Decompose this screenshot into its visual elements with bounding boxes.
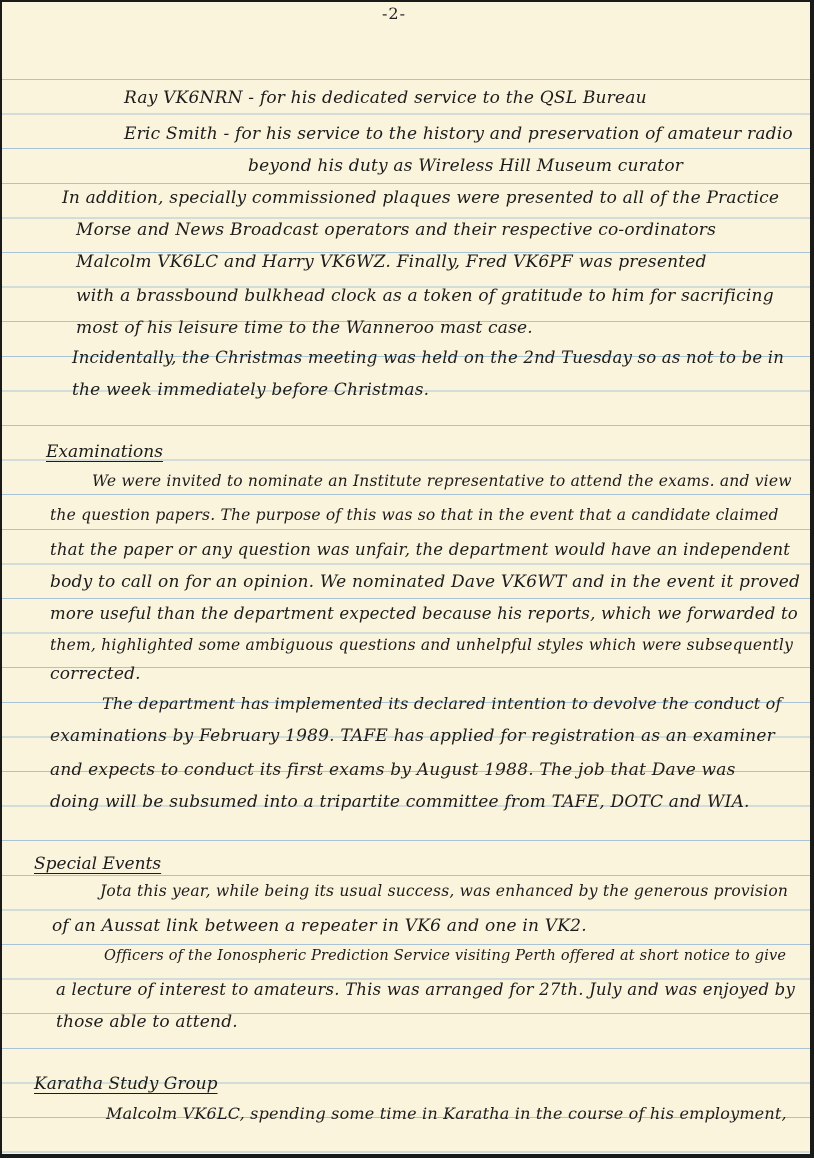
exam-p1-line-4: body to call on for an opinion. We nominated Dave VK6WT and in the event it proved [50,572,801,592]
exam-p1-line-2: the question papers. The purpose of this was so that in the event that a candidate claimed [50,506,779,524]
plaques-line-1: In addition, specially commissioned plaques were presented to all of the Practice [62,188,780,208]
exam-p1-line-5: more useful than the department expected because his reports, which we forwarded to [50,604,798,623]
exam-p1-line-3: that the paper or any question was unfair, the department would have an independent [50,540,791,559]
plaques-line-2: Morse and News Broadcast operators and their respective co-ordinators [76,220,717,240]
plaques-line-6: Incidentally, the Christmas meeting was held on the 2nd Tuesday so as not to be in [72,348,785,367]
handwritten-page [2,2,810,1154]
exam-p2-line-2: examinations by February 1989. TAFE has applied for registration as an examiner [50,726,776,746]
plaques-line-7: the week immediately before Christmas. [72,380,430,400]
exam-p1-line-1: We were invited to nominate an Institute representative to attend the exams. and view [92,472,792,490]
events-p1-line-2: of an Aussat link between a repeater in VK6 and one in VK2. [52,916,587,936]
examinations-heading: Examinations [46,442,163,462]
page-header-band [2,2,810,78]
plaques-line-5: most of his leisure time to the Wanneroo mast case. [76,318,533,338]
award-line-eric: Eric Smith - for his service to the history and preservation of amateur radio [124,124,793,144]
exam-p2-line-1: The department has implemented its declared intention to devolve the conduct of [102,694,782,713]
plaques-line-3: Malcolm VK6LC and Harry VK6WZ. Finally, Fred VK6PF was presented [76,252,707,272]
events-p2-line-3: those able to attend. [56,1012,238,1032]
award-line-eric-continued: beyond his duty as Wireless Hill Museum curator [248,156,684,176]
karatha-heading: Karatha Study Group [34,1074,218,1094]
exam-p1-line-6: them, highlighted some ambiguous questions and unhelpful styles which were subsequently [50,636,794,654]
exam-p2-line-4: doing will be subsumed into a tripartite committee from TAFE, DOTC and WIA. [50,792,750,812]
events-p1-line-1: Jota this year, while being its usual success, was enhanced by the generous provision [100,882,789,900]
karatha-p1-line-1: Malcolm VK6LC, spending some time in Karatha in the course of his employment, [106,1104,787,1123]
events-p2-line-2: a lecture of interest to amateurs. This was arranged for 27th. July and was enjoyed by [56,980,795,999]
page-number: -2- [382,4,406,23]
exam-p1-line-7: corrected. [50,664,141,684]
plaques-line-4: with a brassbound bulkhead clock as a token of gratitude to him for sacrificing [76,286,774,306]
special-events-heading: Special Events [34,854,162,874]
events-p2-line-1: Officers of the Ionospheric Prediction Service visiting Perth offered at short notice to give [104,948,787,964]
award-line-ray: Ray VK6NRN - for his dedicated service to the QSL Bureau [124,88,647,108]
exam-p2-line-3: and expects to conduct its first exams by August 1988. The job that Dave was [50,760,736,780]
